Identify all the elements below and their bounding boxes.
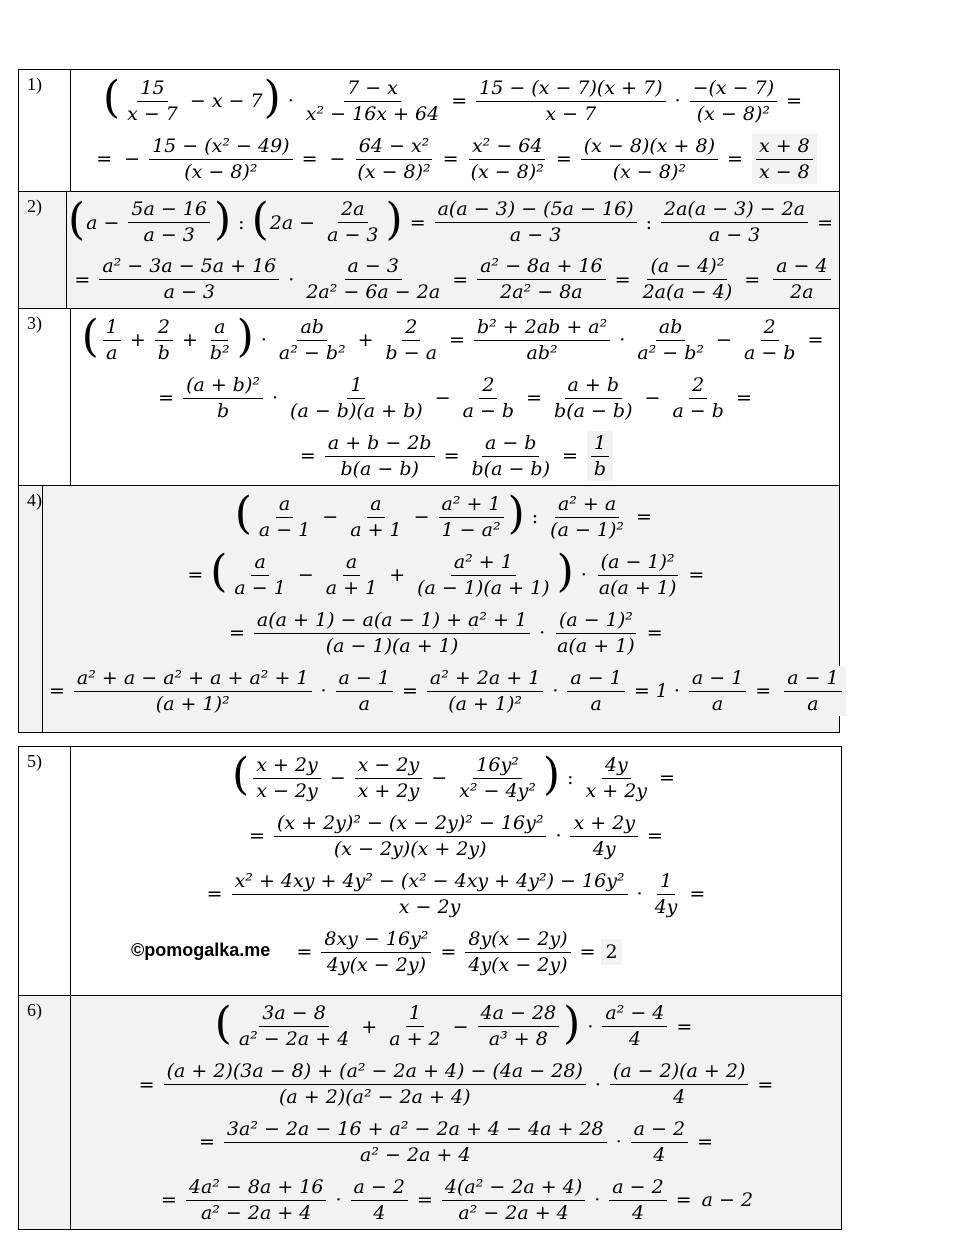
equation-line: = $\frac{\text{3a² − 2a − 16 + a² − 2a + 4 − 4a + 28}}{\text{a² − 2a + 4}}$ · $\frac{a - 2}{4}$ =: [199, 1117, 713, 1166]
equation-line: ( $\frac{15}{x - 7}$ − x − 7 ) · $\frac{7 - x}{\text{x² − 16x + 64}}$ = $\frac{15 - (x - 7)(x + 7)}{x - 7}$ · $\frac{-(x - 7)}{\text{(x − 8)²}}$ =: [102, 72, 803, 125]
equation-line: = $\frac{a + b - 2b}{b(a - b)}$ = $\frac{a - b}{b(a - b)}$ = $\frac{1}{b}$: [294, 427, 616, 485]
equation-line: ( $\frac{x + 2y}{x - 2y}$ − $\frac{x - 2y}{x + 2y}$ − $\frac{\text{16y²}}{\text{x² − 4y²}}$ ) : $\frac{4y}{x + 2y}$ =: [232, 749, 675, 802]
equation-line: ( $\frac{1}{a}$ + $\frac{2}{b}$ + $\frac{a}{\text{b²}}$ ) · $\frac{ab}{\text{a² − b²}}$ + $\frac{2}{b - a}$ = $\frac{\text{b² + 2ab + a²}}{\text{ab²}}$ · $\frac{ab}{\text{a² − b²}}$ − $\frac{2}{a - b}$ =: [81, 311, 824, 364]
solution-body: [43, 486, 849, 732]
solution-row-1: [19, 70, 839, 191]
row-number: 6): [19, 996, 71, 1229]
solution-body: [67, 192, 839, 308]
equation-line: = $\frac{\text{(a + 2)(3a − 8) + (a² − 2a + 4) − (4a − 28)}}{\text{(a + 2)(a² − 2a + 4)}}$ · $\frac{(a - 2)(a + 2)}{4}$ =: [138, 1060, 774, 1109]
solution-row-6: [19, 995, 841, 1229]
equation-line: = $\frac{\text{a² + a − a² + a + a² + 1}}{\text{(a + 1)²}}$ · $\frac{a - 1}{a}$ = $\frac{\text{a² + 2a + 1}}{\text{(a + 1)²}}$ · $\frac{a - 1}{a}$ = 1 · $\frac{a - 1}{a}$ = $\frac{a - 1}{a}$: [43, 662, 849, 720]
answer: $\frac{a - 4}{2a}$: [769, 254, 834, 305]
answer: $\frac{a - 1}{a}$: [780, 666, 845, 717]
solution-body: [71, 70, 839, 191]
equation-line: = − $\frac{\text{15 − (x² − 49)}}{\text{(x − 8)²}}$ = − $\frac{\text{64 − x²}}{\text{(x − 8)²}}$ = $\frac{\text{x² − 64}}{\text{(x − 8)²}}$ = $\frac{(x - 8)(x + 8)}{\text{(x − 8)²}}$ = $\frac{x + 8}{x - 8}$: [90, 130, 820, 188]
answer: 2: [601, 939, 621, 965]
equation-line: ( $\frac{3a - 8}{\text{a² − 2a + 4}}$ + $\frac{1}{a + 2}$ − $\frac{4a - 28}{\text{a³ + 8}}$ ) · $\frac{\text{a² − 4}}{4}$ =: [214, 997, 693, 1051]
equation-line: ( a − $\frac{5a - 16}{a - 3}$ ) : ( 2a − $\frac{2a}{a - 3}$ ) = $\frac{a(a - 3) - (5a - 16)}{a - 3}$ : $\frac{2a(a - 3) - 2a}{a - 3}$ =: [67, 193, 833, 246]
answer: $\frac{1}{b}$: [587, 431, 613, 482]
answer: a − 2: [698, 1187, 757, 1213]
solutions-table-1: [18, 69, 840, 733]
equation-line: = $\frac{\text{(x + 2y)² − (x − 2y)² − 16y²}}{(x - 2y)(x + 2y)}$ · $\frac{x + 2y}{4y}$ =: [249, 811, 663, 860]
equation-line: = $\frac{\text{8xy − 16y²}}{4y(x - 2y)}$ = $\frac{8y(x - 2y)}{4y(x - 2y)}$ = 2: [290, 923, 621, 981]
solution-row-4: [19, 485, 839, 732]
row-number: 4): [19, 486, 43, 732]
equation-line: = $\frac{\text{4a² − 8a + 16}}{\text{a² − 2a + 4}}$ · $\frac{a - 2}{4}$ = $\frac{\text{4(a² − 2a + 4)}}{\text{a² − 2a + 4}}$ · $\frac{a - 2}{4}$ = a − 2: [155, 1171, 757, 1229]
answer: $\frac{x + 8}{x - 8}$: [752, 134, 817, 185]
solution-body: [71, 996, 841, 1229]
equation-line: = $\frac{\text{x² + 4xy + 4y² − (x² − 4xy + 4y²) − 16y²}}{x - 2y}$ · $\frac{1}{4y}$ =: [206, 869, 706, 918]
equation-line: ( $\frac{a}{a - 1}$ − $\frac{a}{a + 1}$ − $\frac{\text{a² + 1}}{\text{1 − a²}}$ ) : $\frac{\text{a² + a}}{\text{(a − 1)²}}$ =: [234, 488, 652, 541]
solutions-table-2: [18, 746, 842, 1230]
equation-line: = ( $\frac{a}{a - 1}$ − $\frac{a}{a + 1}$ + $\frac{\text{a² + 1}}{(a - 1)(a + 1)}$ ) · $\frac{\text{(a − 1)²}}{a(a + 1)}$ =: [187, 546, 705, 599]
row-number: 2): [19, 192, 67, 308]
row-number: 1): [19, 70, 71, 191]
equation-line: = $\frac{\text{a² − 3a − 5a + 16}}{a - 3}$ · $\frac{a - 3}{\text{2a² − 6a − 2a}}$ = $\frac{\text{a² − 8a + 16}}{\text{2a² − 8a}}$ = $\frac{\text{(a − 4)²}}{2a(a - 4)}$ = $\frac{a - 4}{2a}$: [68, 251, 837, 308]
solution-row-2: [19, 191, 839, 308]
watermark: ©pomogalka.me: [131, 940, 271, 960]
solution-body: [71, 309, 839, 485]
equation-line: = $\frac{\text{a(a + 1) − a(a − 1) + a² + 1}}{(a - 1)(a + 1)}$ · $\frac{\text{(a − 1)²}}{a(a + 1)}$ =: [229, 608, 663, 657]
row-number: 3): [19, 309, 71, 485]
row-number: 5): [19, 747, 71, 995]
solution-row-3: [19, 308, 839, 485]
equation-line: = $\frac{\text{(a + b)²}}{b}$ · $\frac{1}{(a - b)(a + b)}$ − $\frac{2}{a - b}$ = $\frac{a + b}{b(a - b)}$ − $\frac{2}{a - b}$ =: [158, 373, 752, 422]
